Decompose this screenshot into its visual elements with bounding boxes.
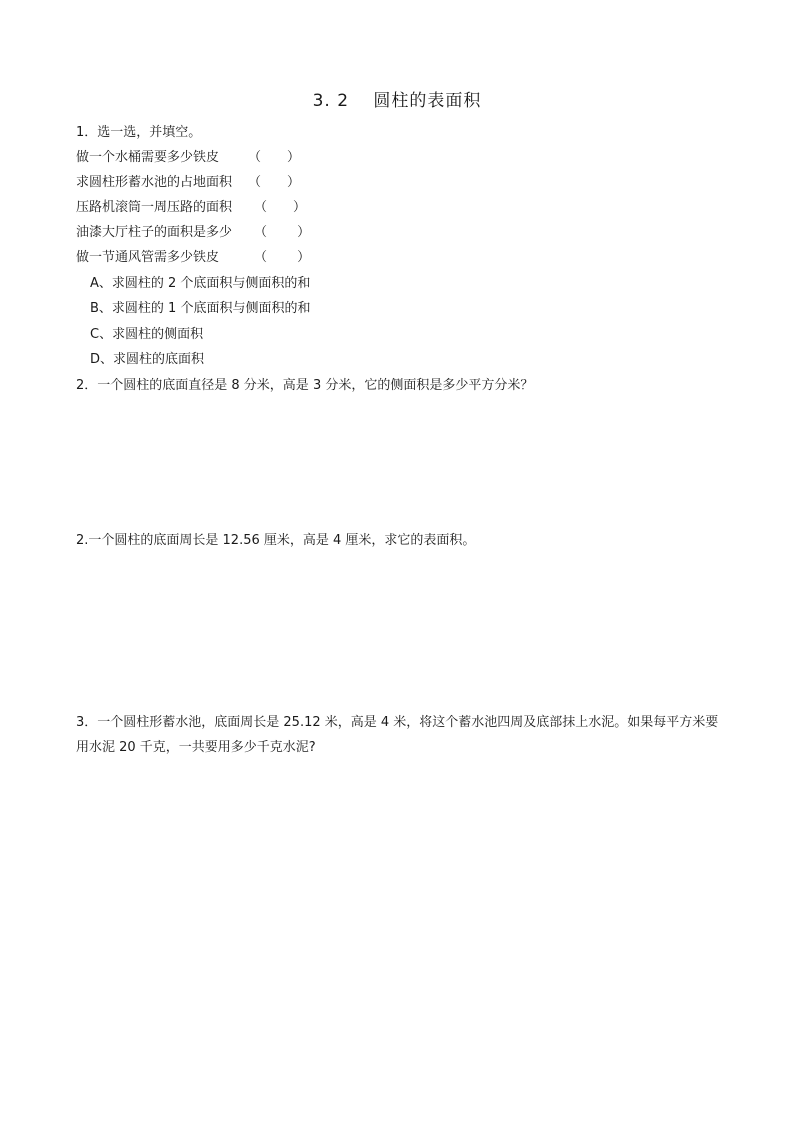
question-3: 3．一个圆柱形蓄水池，底面周长是 25.12 米，高是 4 米，将这个蓄水池四周及底部抹上水泥。如果每平方米要用水泥 20 千克，一共要用多少千克水泥?: [76, 715, 719, 755]
q1-item-2-blank: （ ）: [248, 175, 301, 190]
q1-item-5: 做一节通风管需多少铁皮: [76, 250, 220, 265]
q1-option-c: C、求圆柱的侧面积: [90, 327, 204, 342]
q1-item-2: 求圆柱形蓄水池的占地面积: [76, 175, 233, 190]
q1-item-1: 做一个水桶需要多少铁皮: [76, 150, 220, 165]
question-2a: 2．一个圆柱的底面直径是 8 分米，高是 3 分米，它的侧面积是多少平方分米？: [76, 378, 534, 393]
q1-item-1-blank: （ ）: [248, 150, 301, 165]
q1-item-3-blank: （ ）: [254, 200, 307, 215]
q1-option-a: A、求圆柱的 2 个底面积与侧面积的和: [90, 276, 311, 291]
question-1-heading: 1．选一选，并填空。: [76, 125, 202, 140]
q1-item-5-blank: （ ）: [254, 250, 311, 265]
q1-item-4-blank: （ ）: [254, 225, 311, 240]
q1-option-b: B、求圆柱的 1 个底面积与侧面积的和: [90, 301, 311, 316]
q1-option-d: D、求圆柱的底面积: [90, 352, 205, 367]
q1-item-4: 油漆大厅柱子的面积是多少: [76, 225, 233, 240]
q1-item-3: 压路机滚筒一周压路的面积: [76, 200, 233, 215]
page-title: 3. 2 圆柱的表面积: [312, 91, 482, 111]
question-2b: 2.一个圆柱的底面周长是 12.56 厘米，高是 4 厘米，求它的表面积。: [76, 533, 476, 548]
